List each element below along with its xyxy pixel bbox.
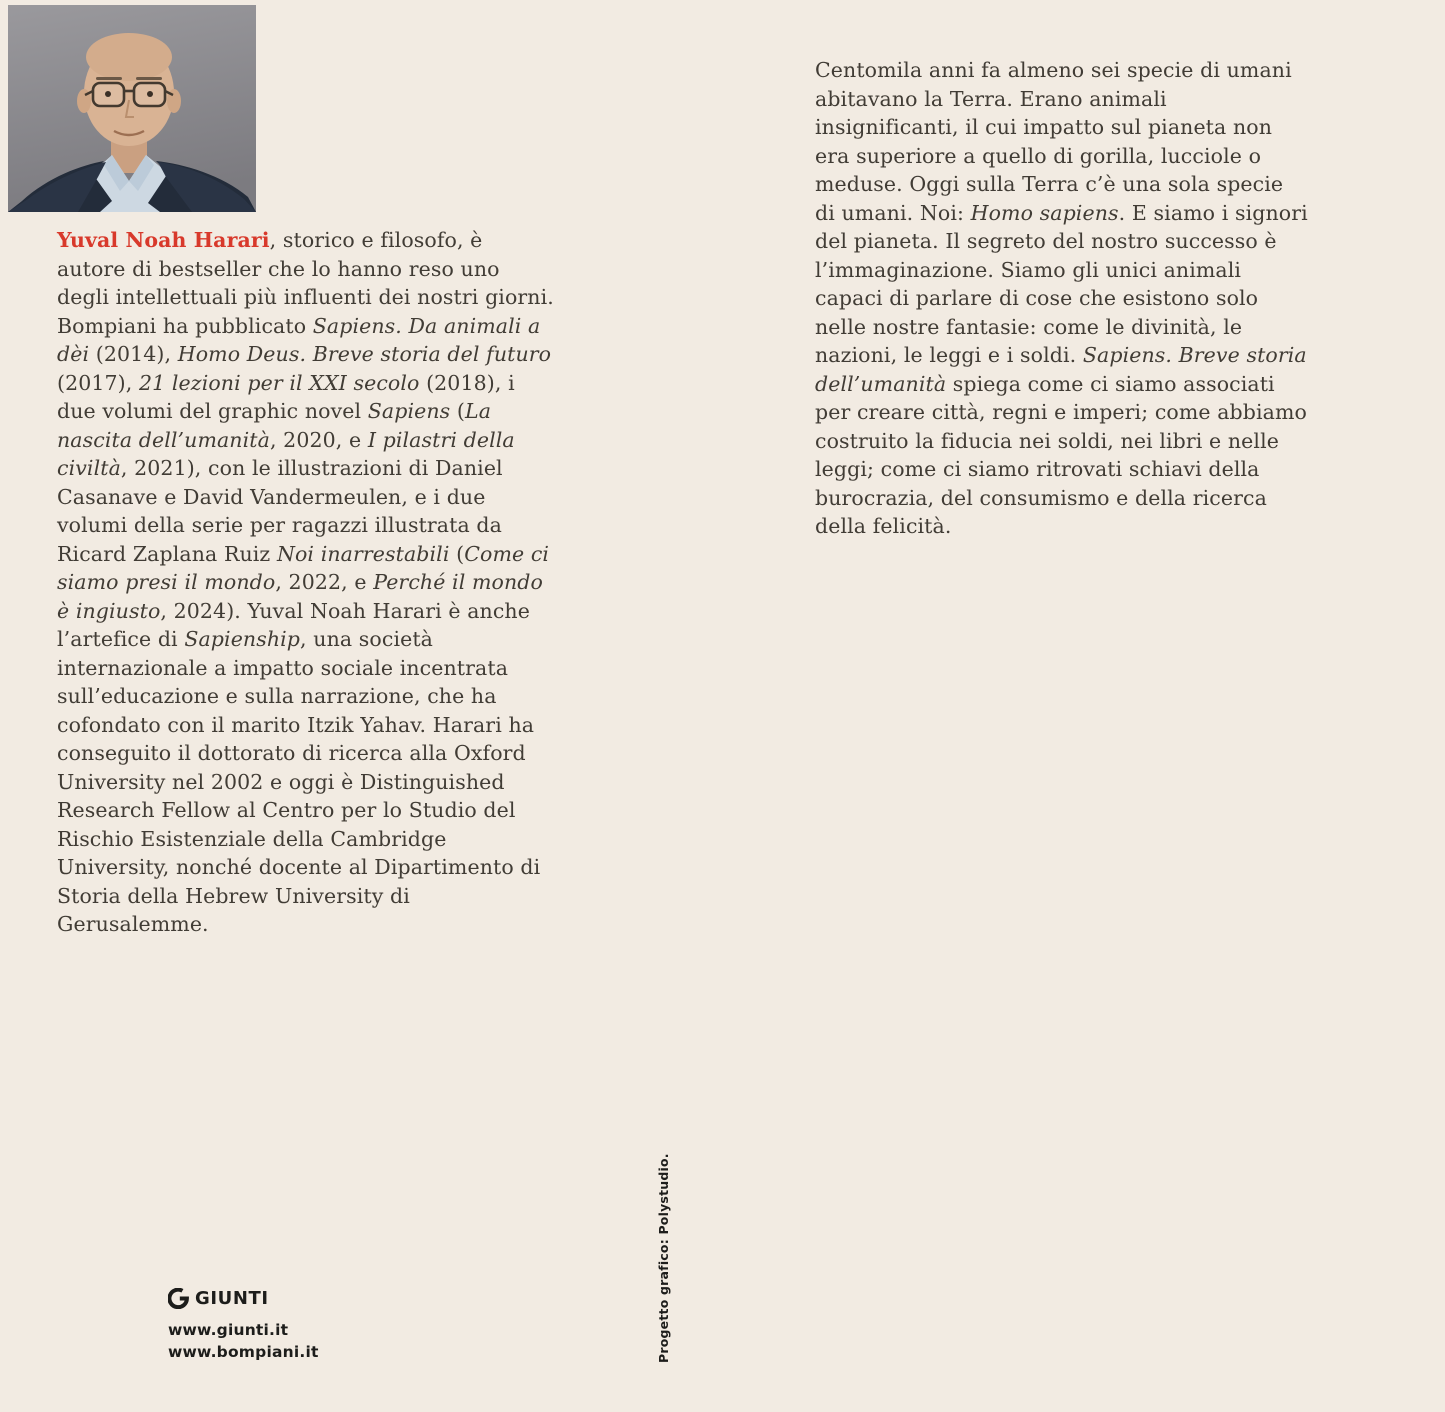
bompiani-website: www.bompiani.it <box>168 1343 319 1361</box>
publisher-block <box>168 1286 319 1363</box>
design-credit: Progetto grafico: Polystudio. <box>656 1153 671 1363</box>
giunti-logo-text: GIUNTI <box>195 1287 269 1309</box>
author-photo <box>8 5 256 212</box>
author-bio-text: Yuval Noah Harari, storico e filosofo, è autore di bestseller che lo hanno reso uno degli intellettuali più influenti dei nostri giorni. Bompiani ha pubblicato Sapiens. Da animali a dèi (2014), Homo Deus. Breve storia del futuro (2017), 21 lezioni per il XXI secolo (2018), i due volumi del graphic novel Sapiens (La nascita dell’umanità, 2020, e I pilastri della civiltà, 2021), con le illustrazioni di Daniel Casanave e David Vandermeulen, e i due volumi della serie per ragazzi illustrata da Ricard Zaplana Ruiz Noi inarrestabili (Come ci siamo presi il mondo, 2022, e Perché il mondo è ingiusto, 2024). Yuval Noah Harari è anche l’artefice di Sapienship, una società internazionale a impatto sociale incentrata sull’educazione e sulla narrazione, che ha cofondato con il marito Itzik Yahav. Harari ha conseguito il dottorato di ricerca alla Oxford University nel 2002 e oggi è Distinguished Research Fellow al Centro per lo Studio del Rischio Esistenziale della Cambridge University, nonché docente al Dipartimento di Storia della Hebrew University di Gerusalemme. <box>57 228 554 936</box>
book-description-text: Centomila anni fa almeno sei specie di umani abitavano la Terra. Erano animali insignificanti, il cui impatto sul pianeta non era superiore a quello di gorilla, lucciole o meduse. Oggi sulla Terra c’è una sola specie di umani. Noi: Homo sapiens. E siamo i signori del pianeta. Il segreto del nostro successo è l’immaginazione. Siamo gli unici animali capaci di parlare di cose che esistono solo nelle nostre fantasie: come le divinità, le nazioni, le leggi e i soldi. Sapiens. Breve storia dell’umanità spiega come ci siamo associati per creare città, regni e imperi; come abbiamo costruito la fiducia nei soldi, nei libri e nelle leggi; come ci siamo ritrovati schiavi della burocrazia, del consumismo e della ricerca della felicità. <box>815 58 1308 538</box>
giunti-website: www.giunti.it <box>168 1321 289 1339</box>
author-portrait-illustration <box>8 5 256 212</box>
giunti-logo <box>168 1286 319 1310</box>
giunti-g-icon <box>168 1288 189 1309</box>
